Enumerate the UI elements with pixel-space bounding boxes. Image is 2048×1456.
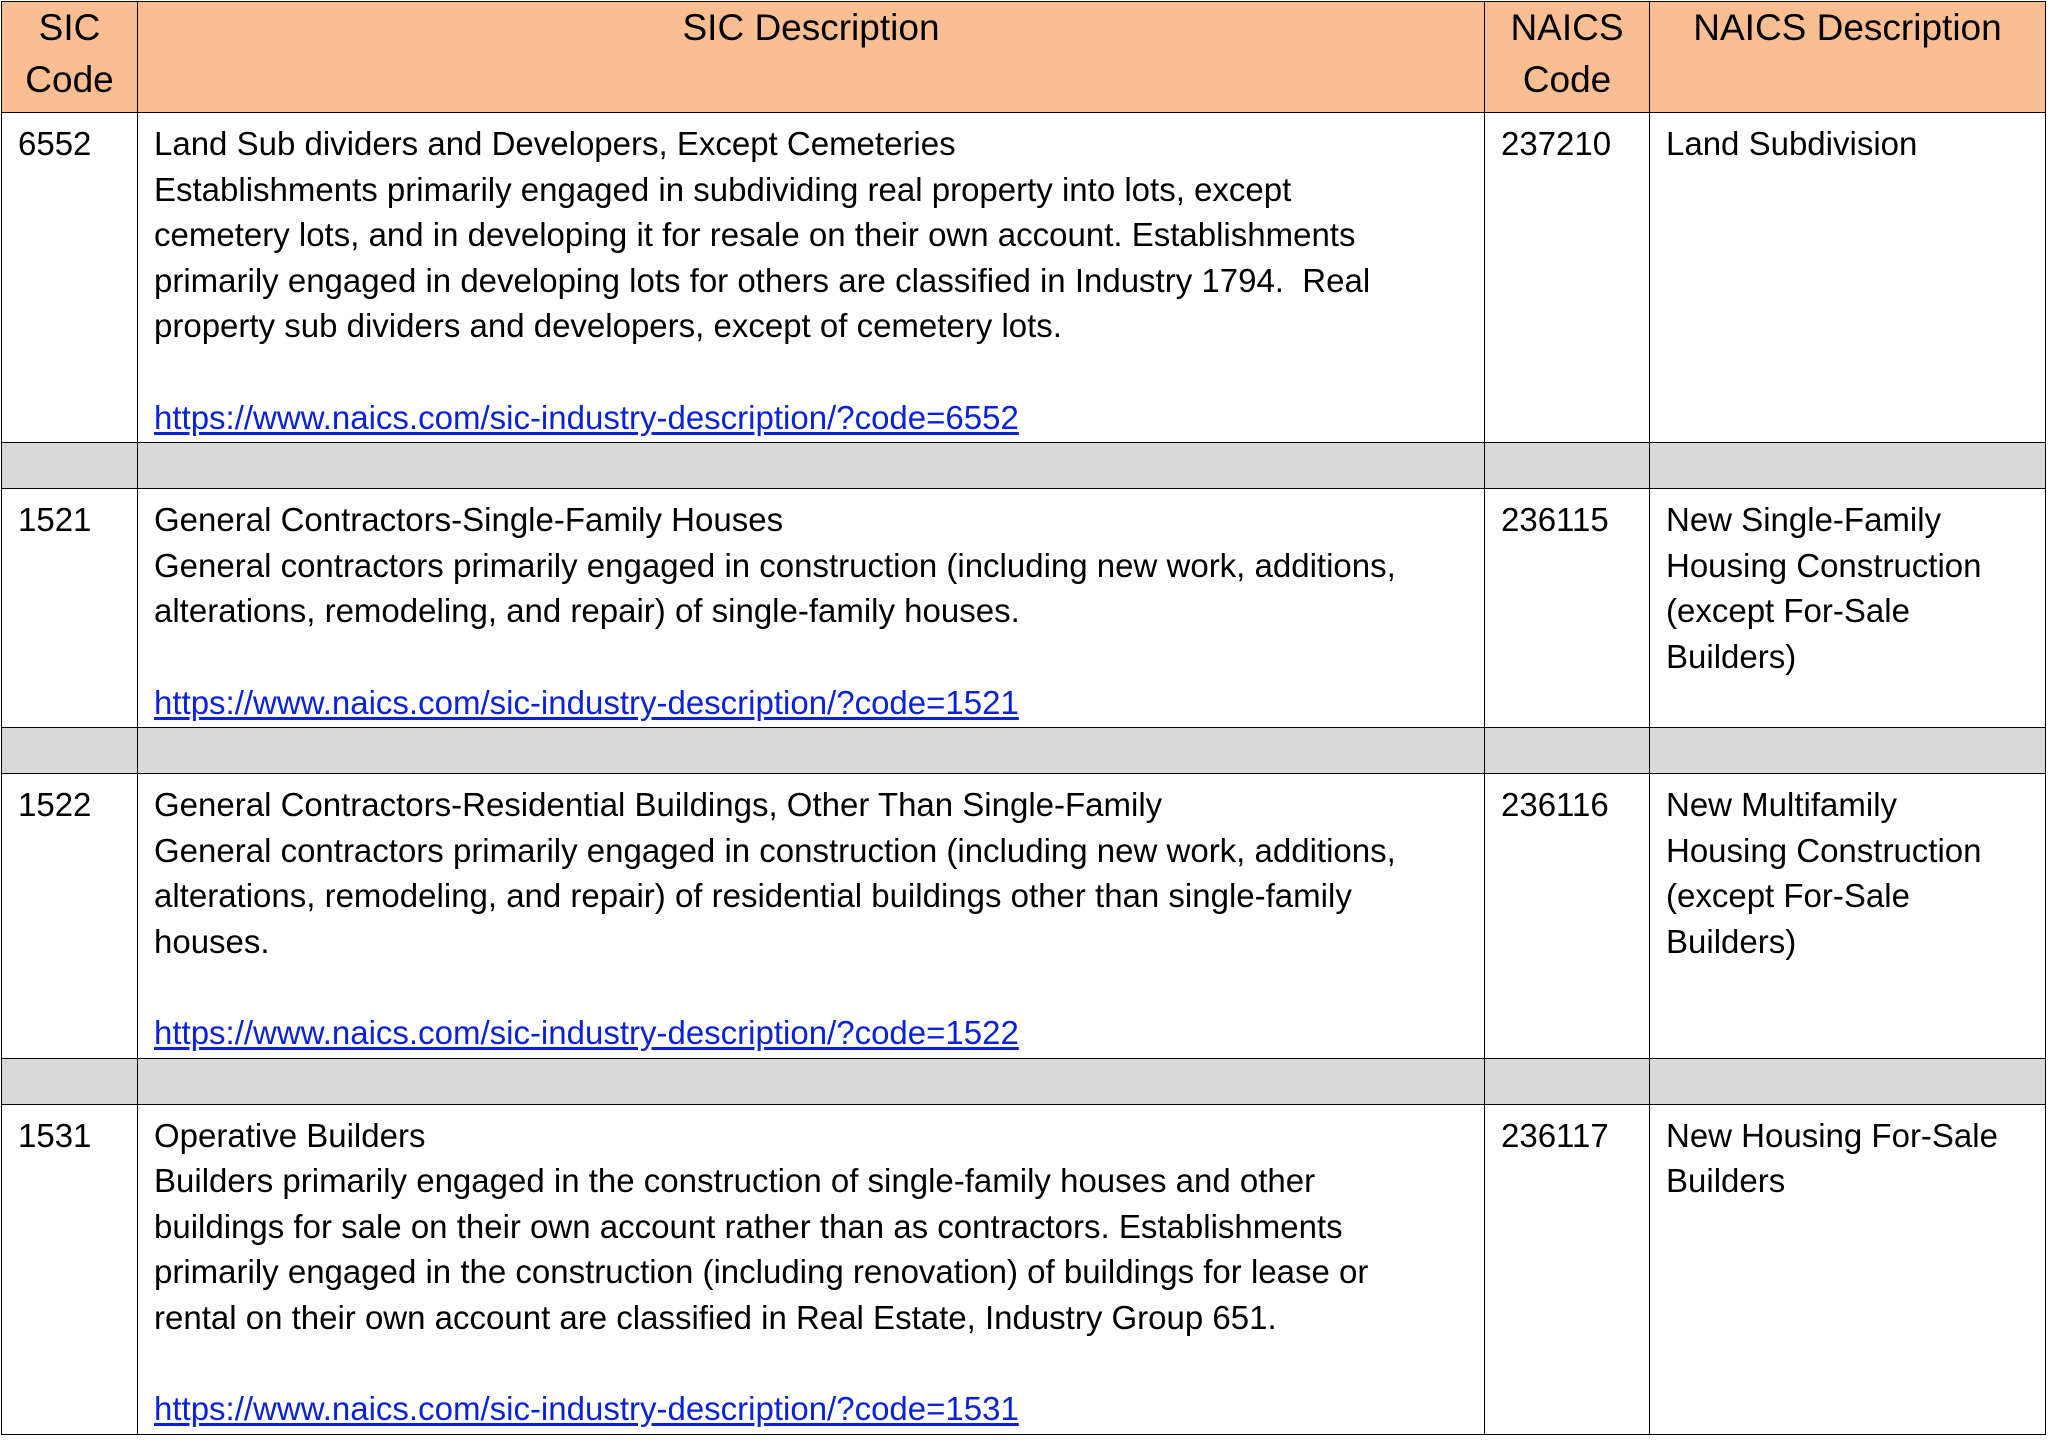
sic-description-line: primarily engaged in developing lots for others are classified in Industry 1794. Real (154, 261, 1371, 299)
sic-description-line: Builders primarily engaged in the construction of single-family houses and other (154, 1162, 1316, 1200)
naics-description-cell (1650, 113, 2046, 443)
sic-description-line: houses. (154, 922, 270, 960)
sic-description-line: property sub dividers and developers, except of cemetery lots. (154, 307, 1062, 345)
sic-title: General Contractors-Residential Buildings, Other Than Single-Family (154, 786, 1163, 824)
table-row (2, 113, 2046, 443)
header-naics-code-label: NAICS Code (1510, 7, 1624, 100)
header-naics-code (1485, 2, 1650, 113)
naics-code-cell (1485, 774, 1650, 1059)
sic-title: General Contractors-Single-Family Houses (154, 501, 784, 539)
naics-description-line: Builders (1666, 1162, 1786, 1200)
naics-description-line: Housing Construction (1666, 831, 1982, 869)
naics-code: 237210 (1501, 125, 1612, 162)
naics-description-line: New Housing For-Sale (1666, 1116, 1998, 1154)
blank-line (154, 965, 1468, 1011)
naics-description-line: Builders) (1666, 637, 1797, 675)
spacer-cell (1485, 728, 1650, 774)
header-sic-code-label: SIC Code (25, 7, 114, 100)
spacer-cell (138, 1058, 1485, 1104)
header-sic-code (2, 2, 138, 113)
naics-description-line: Land Subdivision (1666, 125, 1918, 162)
spacer-cell (2, 728, 138, 774)
header-sic-description-label: SIC Description (682, 7, 940, 48)
sic-description-line: rental on their own account are classified in Real Estate, Industry Group 651. (154, 1299, 1277, 1337)
sic-industry-link[interactable]: https://www.naics.com/sic-industry-description/?code=1531 (154, 1390, 1019, 1428)
sic-code-cell (2, 774, 138, 1059)
sic-description-cell (138, 489, 1485, 728)
spacer-row (2, 1058, 2046, 1104)
sic-code: 1522 (18, 786, 92, 824)
naics-description-line: New Single-Family (1666, 501, 1942, 539)
sic-code-cell (2, 1104, 138, 1434)
spacer-cell (2, 1058, 138, 1104)
header-naics-description-label: NAICS Description (1693, 7, 2002, 48)
spacer-cell (2, 443, 138, 489)
header-naics-description (1650, 2, 2046, 113)
naics-code: 236115 (1501, 501, 1609, 539)
sic-industry-link[interactable]: https://www.naics.com/sic-industry-description/?code=1521 (154, 683, 1019, 721)
sic-code-cell (2, 489, 138, 728)
sic-code: 6552 (18, 125, 92, 162)
spacer-cell (138, 728, 1485, 774)
naics-code-cell (1485, 489, 1650, 728)
table-header (2, 2, 2046, 113)
blank-line (154, 1341, 1468, 1387)
sic-description-line: buildings for sale on their own account rather than as contractors. Establishments (154, 1207, 1343, 1245)
sic-industry-link[interactable]: https://www.naics.com/sic-industry-description/?code=1522 (154, 1014, 1019, 1052)
sic-industry-link[interactable]: https://www.naics.com/sic-industry-description/?code=6552 (154, 398, 1019, 436)
naics-description-line: Housing Construction (1666, 546, 1982, 584)
sic-title: Operative Builders (154, 1116, 426, 1154)
spacer-cell (1650, 728, 2046, 774)
sic-description-line: cemetery lots, and in developing it for resale on their own account. Establishments (154, 216, 1356, 254)
naics-description-cell (1650, 489, 2046, 728)
blank-line (154, 634, 1468, 680)
sic-code-cell (2, 113, 138, 443)
table-row (2, 774, 2046, 1059)
sic-description-line: alterations, remodeling, and repair) of single-family houses. (154, 592, 1020, 630)
sic-description-line: Establishments primarily engaged in subdividing real property into lots, except (154, 170, 1292, 208)
sic-naics-table (1, 1, 2046, 1435)
header-sic-description (138, 2, 1485, 113)
sic-description-cell (138, 1104, 1485, 1434)
naics-description-line: New Multifamily (1666, 786, 1898, 824)
spacer-row (2, 728, 2046, 774)
table-row (2, 489, 2046, 728)
blank-line (154, 349, 1468, 395)
naics-description-line: (except For-Sale (1666, 877, 1910, 915)
spacer-cell (1650, 1058, 2046, 1104)
spacer-cell (1485, 443, 1650, 489)
naics-code: 236117 (1501, 1116, 1609, 1154)
naics-description-cell (1650, 774, 2046, 1059)
naics-code-cell (1485, 113, 1650, 443)
spacer-cell (1650, 443, 2046, 489)
sic-code: 1521 (18, 501, 92, 539)
sic-description-line: alterations, remodeling, and repair) of residential buildings other than single-family (154, 877, 1352, 915)
naics-code-cell (1485, 1104, 1650, 1434)
spacer-row (2, 443, 2046, 489)
sic-description-cell (138, 113, 1485, 443)
sic-description-line: primarily engaged in the construction (including renovation) of buildings for lease or (154, 1253, 1369, 1291)
table-row (2, 1104, 2046, 1434)
sic-description-cell (138, 774, 1485, 1059)
sic-title: Land Sub dividers and Developers, Except Cemeteries (154, 125, 956, 162)
sic-description-line: General contractors primarily engaged in construction (including new work, additions, (154, 831, 1396, 869)
naics-description-line: (except For-Sale (1666, 592, 1910, 630)
naics-code: 236116 (1501, 786, 1609, 824)
sic-description-line: General contractors primarily engaged in construction (including new work, additions, (154, 546, 1396, 584)
naics-description-cell (1650, 1104, 2046, 1434)
naics-description-line: Builders) (1666, 922, 1797, 960)
spacer-cell (138, 443, 1485, 489)
header-row (2, 2, 2046, 113)
sic-code: 1531 (18, 1116, 92, 1154)
spacer-cell (1485, 1058, 1650, 1104)
